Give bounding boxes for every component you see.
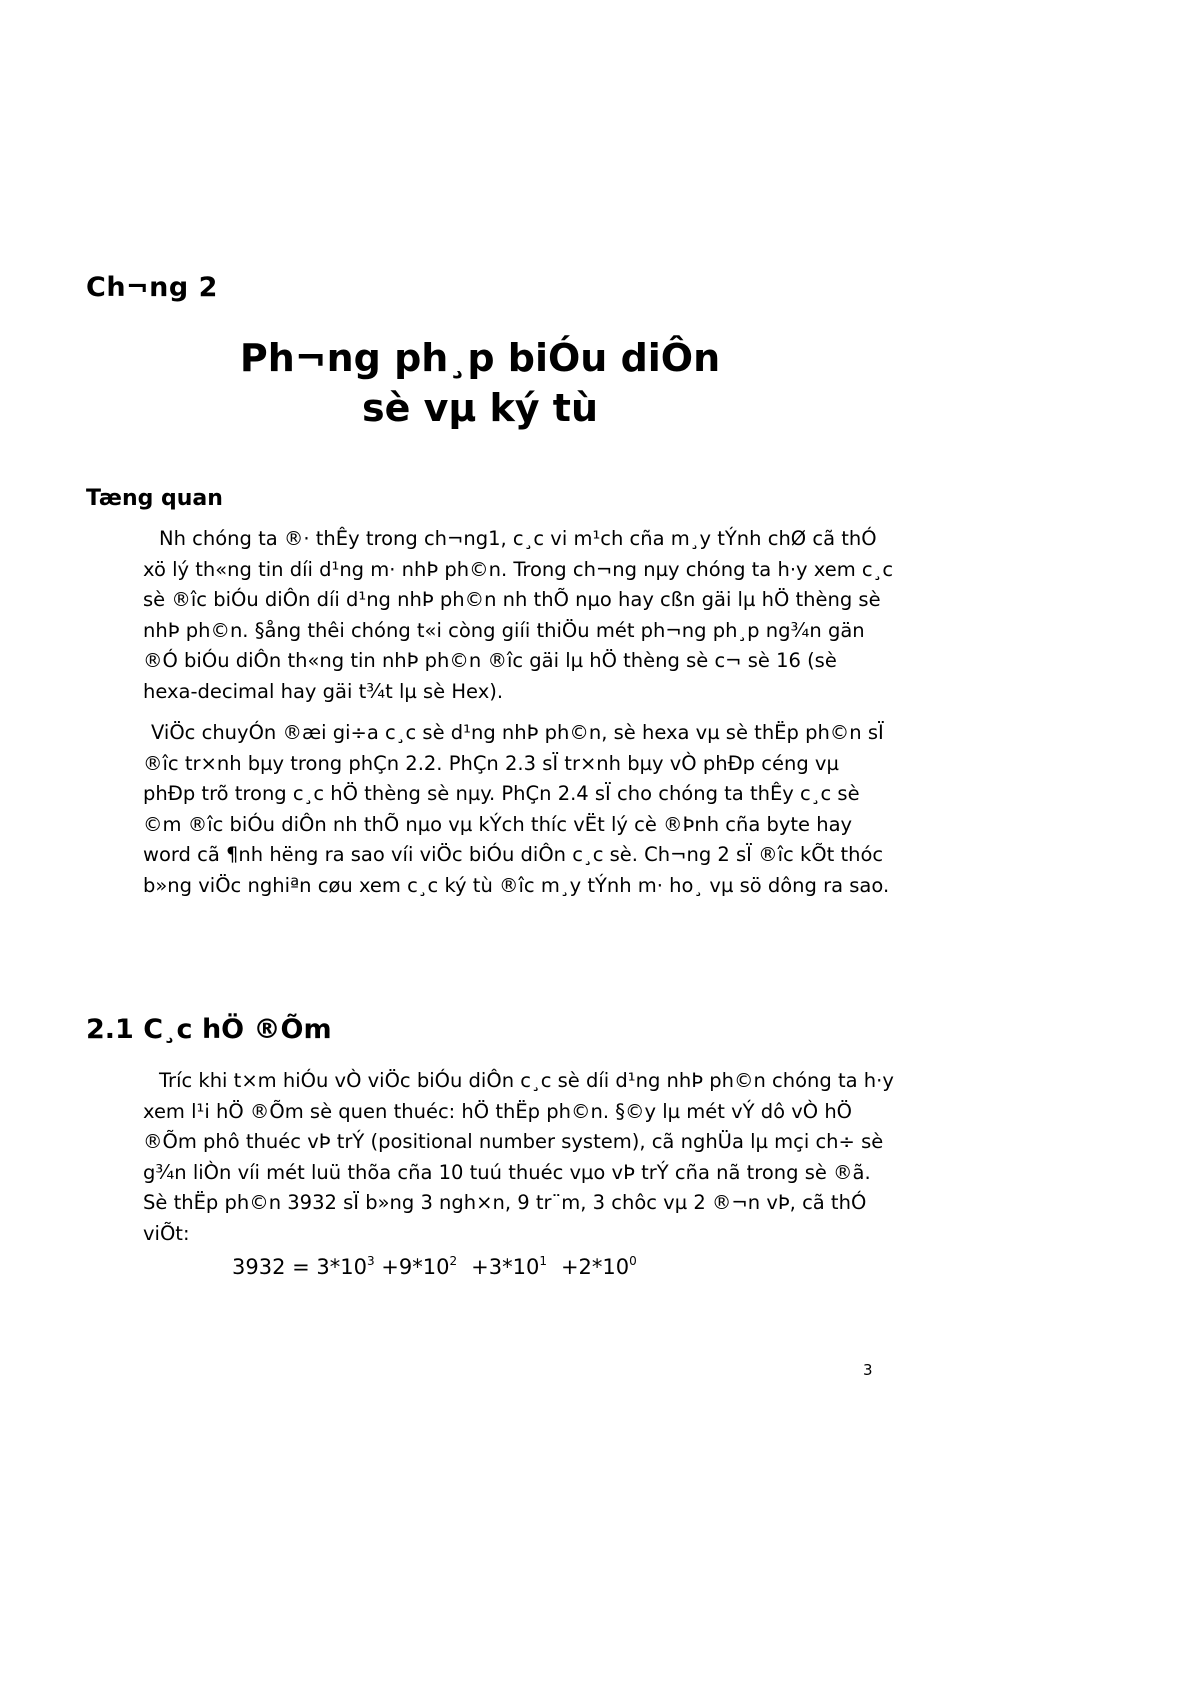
section-2-1-paragraph: Tríc khi t×m hiÓu vÒ viÖc biÓu diÔn c¸c sè díi d¹ng nhÞ ph©n chóng ta h·y xem l¹i hÖ ®Õm sè quen thuéc: hÖ thËp ph©n. §©y lµ mét vÝ dô vÒ hÖ ®Õm phô thuéc vÞ trÝ (positional number system), cã nghÜa lµ mçi ch÷ sè g¾n liÒn víi mét luü thõa cña 10 tuú thuéc vµo vÞ trÝ cña nã trong sè ®ã. Sè thËp ph©n 3932 sÏ b»ng 3 ngh×n, 9 tr¨m, 3 chôc vµ 2 ®¬n vÞ, cã thÓ viÕt:: [143, 1069, 894, 1245]
formula-exponent-3: 1: [539, 1254, 547, 1268]
chapter-title: [150, 333, 810, 433]
chapter-title-line-2: sè vµ ký tù: [361, 386, 599, 430]
overview-paragraph-1: Nh chóng ta ®· thÊy trong ch¬ng1, c¸c vi m¹ch cña m¸y tÝnh chØ cã thÓ xö lý th«ng tin díi d¹ng m· nhÞ ph©n. Trong ch¬ng nµy chóng ta h·y xem c¸c sè ®îc biÓu diÔn díi d¹ng nhÞ ph©n nh thÕ nµo hay cßn gäi lµ hÖ thèng sè nhÞ ph©n. §ång thêi chóng t«i còng giíi thiÖu mét ph¬ng ph¸p ng¾n gän ®Ó biÓu diÔn th«ng tin nhÞ ph©n ®îc gäi lµ hÖ thèng sè c¬ sè 16 (sè hexa-decimal hay gäi t¾t lµ sè Hex).: [143, 527, 894, 703]
formula-term-1: 3*10: [316, 1255, 367, 1279]
chapter-label: Ch¬ng 2: [86, 272, 218, 303]
page-number: 3: [863, 1361, 873, 1379]
formula-lhs: 3932 =: [232, 1255, 317, 1279]
section-2-1-heading: 2.1 C¸c hÖ ®Õm: [86, 1014, 332, 1045]
decimal-expansion-formula: [232, 1254, 637, 1279]
formula-exponent-2: 2: [449, 1254, 458, 1268]
formula-term-3: +3*10: [471, 1255, 540, 1279]
formula-term-2: +9*10: [374, 1255, 450, 1279]
formula-exponent-4: 0: [629, 1254, 637, 1268]
formula-exponent-1: 3: [366, 1254, 375, 1268]
chapter-title-line-1: Ph¬ng ph¸p biÓu diÔn: [239, 336, 721, 380]
formula-term-4: +2*10: [560, 1255, 630, 1279]
overview-paragraph-2: ViÖc chuyÓn ®æi gi÷a c¸c sè d¹ng nhÞ ph©n, sè hexa vµ sè thËp ph©n sÏ ®îc tr×nh bµy trong phÇn 2.2. PhÇn 2.3 sÏ tr×nh bµy vÒ phÐp céng vµ phÐp trõ trong c¸c hÖ thèng sè nµy. PhÇn 2.4 sÏ cho chóng ta thÊy c¸c sè ©m ®îc biÓu diÔn nh thÕ nµo vµ kÝch thíc vËt lý cè ®Þnh cña byte hay word cã ¶nh hëng ra sao víi viÖc biÓu diÔn c¸c sè. Ch¬ng 2 sÏ ®îc kÕt thóc b»ng viÖc nghiªn cøu xem c¸c ký tù ®îc m¸y tÝnh m· ho¸ vµ sö dông ra sao.: [143, 721, 890, 897]
overview-heading: Tæng quan: [86, 486, 223, 511]
